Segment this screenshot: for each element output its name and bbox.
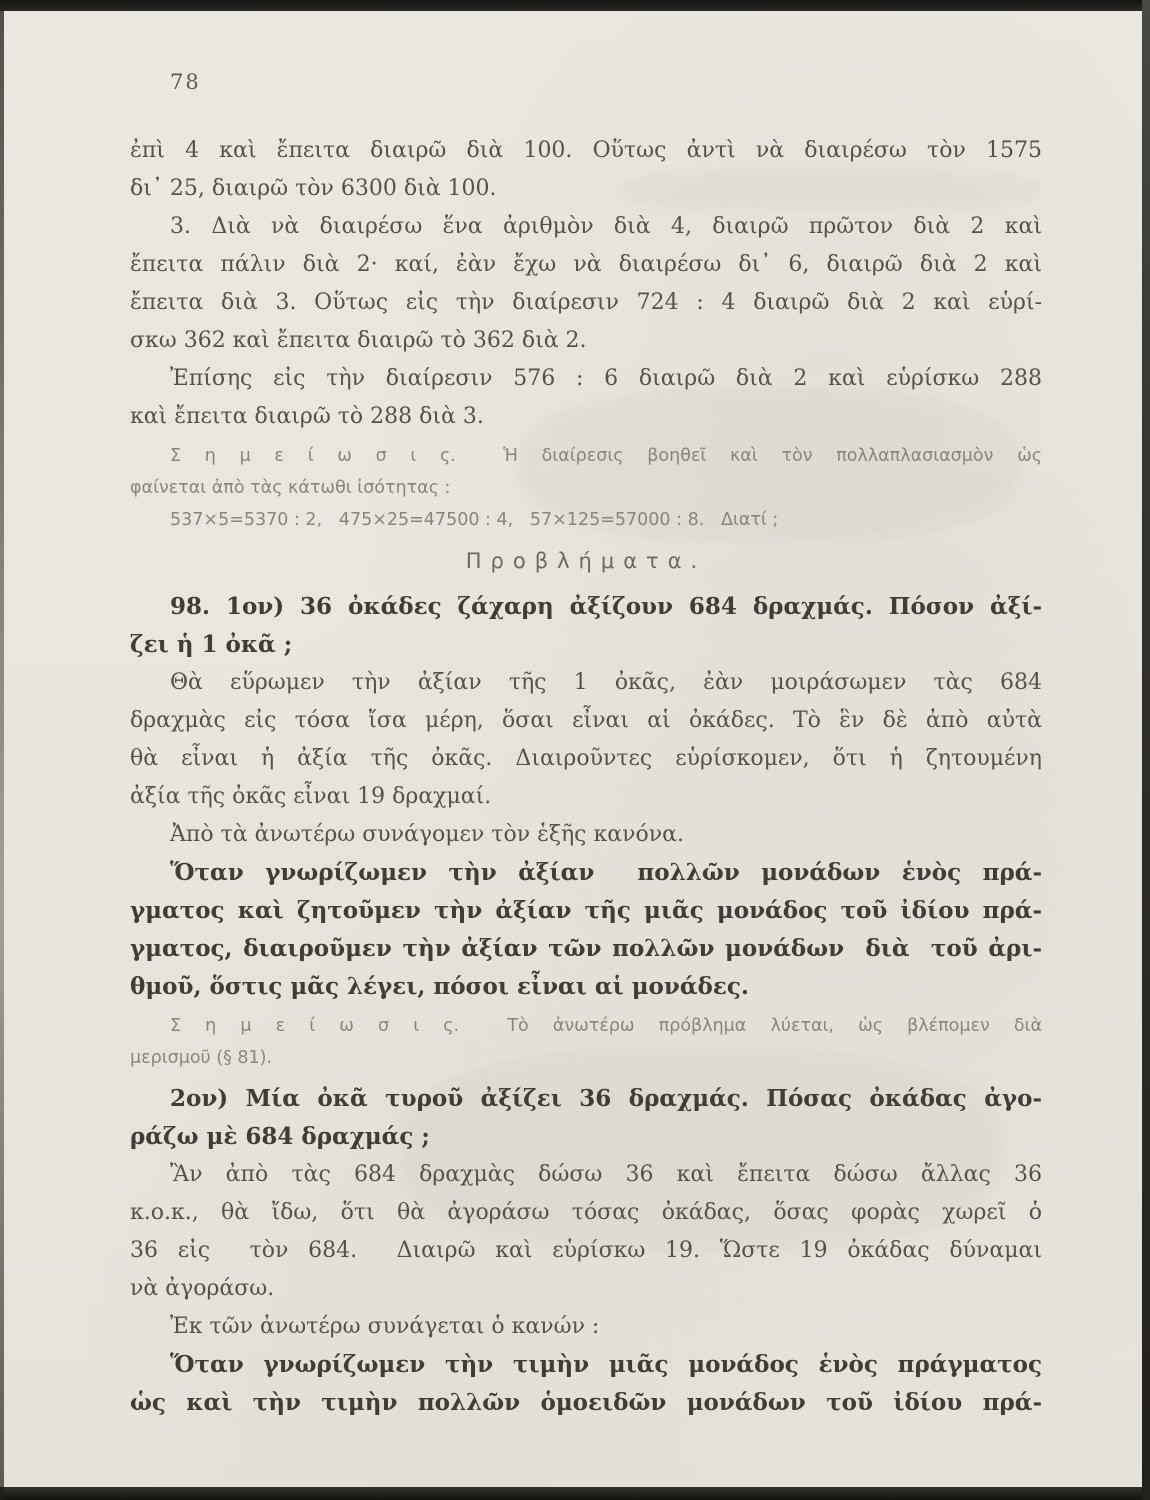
page-number: 78 (170, 70, 201, 94)
text-line: δραχμὰς εἰς τόσα ἴσα μέρη, ὅσαι εἶναι αἱ ὀκάδες. Τὸ ἓν δὲ ἀπὸ αὐτὰ (130, 708, 1042, 733)
text-column (130, 132, 1042, 1422)
text-line: ὡς καὶ τὴν τιμὴν πολλῶν ὁμοειδῶν μονάδων τοῦ ἰδίου πρά- (130, 1389, 1042, 1416)
text-line: 3. Διὰ νὰ διαιρέσω ἕνα ἀριθμὸν διὰ 4, διαιρῶ πρῶτον διὰ 2 καὶ (170, 214, 1042, 239)
text-line: νὰ ἀγοράσω. (130, 1276, 275, 1301)
text-line: Ἐπίσης εἰς τὴν διαίρεσιν 576 : 6 διαιρῶ διὰ 2 καὶ εὑρίσκω 288 (170, 366, 1042, 391)
text-line: 36 εἰς τὸν 684. Διαιρῶ καὶ εὑρίσκω 19. Ὥστε 19 ὀκάδας δύναμαι (130, 1238, 1042, 1263)
text-line: δι᾽ 25, διαιρῶ τὸν 6300 διὰ 100. (130, 176, 497, 201)
text-line: Ἀπὸ τὰ ἀνωτέρω συνάγομεν τὸν ἑξῆς κανόνα. (170, 822, 684, 847)
text-line: ἐπὶ 4 καὶ ἔπειτα διαιρῶ διὰ 100. Οὕτως ἀντὶ νὰ διαιρέσω τὸν 1575 (130, 138, 1042, 163)
text-line: φαίνεται ἀπὸ τὰς κάτωθι ἰσότητας : (130, 478, 451, 498)
text-line: Ἂν ἀπὸ τὰς 684 δραχμὰς δώσω 36 καὶ ἔπειτα δώσω ἄλλας 36 (170, 1162, 1042, 1187)
rule-value-of-one-unit (130, 854, 1042, 1006)
scan-edge-right (1142, 0, 1150, 1500)
text-line: θὰ εἶναι ἡ ἀξία τῆς ὀκᾶς. Διαιροῦντες εὑρίσκομεν, ὅτι ἡ ζητουμένη (130, 746, 1042, 771)
problem-2-solution (130, 1156, 1042, 1308)
text-line: σκω 362 καὶ ἔπειτα διαιρῶ τὸ 362 διὰ 2. (130, 328, 587, 353)
text-line: γματος, διαιροῦμεν τὴν ἀξίαν τῶν πολλῶν μονάδων διὰ τοῦ ἀρι- (130, 935, 1042, 962)
paragraph-rule-3 (130, 208, 1042, 360)
problem-2-statement (130, 1080, 1042, 1156)
text-line: 537×5=5370 : 2, 475×25=47500 : 4, 57×125=57000 : 8. Διατί ; (170, 510, 779, 530)
problems-heading: Προβλήματα. (465, 549, 707, 573)
scan-edge-bottom (0, 1487, 1150, 1500)
text-line: καὶ ἔπειτα διαιρῶ τὸ 288 διὰ 3. (130, 404, 484, 429)
text-line: ἔπειτα διὰ 3. Οὕτως εἰς τὴν διαίρεσιν 724 : 4 διαιρῶ διὰ 2 καὶ εὑρί- (130, 290, 1042, 315)
text-line: ζει ἡ 1 ὀκᾶ ; (130, 631, 293, 658)
problem-98-solution (130, 664, 1042, 816)
text-line: θμοῦ, ὅστις μᾶς λέγει, πόσοι εἶναι αἱ μονάδες. (130, 973, 749, 1000)
text-line: Ἐκ τῶν ἀνωτέρω συνάγεται ὁ κανών : (170, 1314, 600, 1339)
rule-price-of-many-units (130, 1346, 1042, 1422)
paragraph-division-by-100 (130, 132, 1042, 208)
text-line: γματος καὶ ζητοῦμεν τὴν ἀξίαν τῆς μιᾶς μονάδος τοῦ ἰδίου πρά- (130, 897, 1042, 924)
note-division-helps-multiplication (130, 440, 1042, 536)
note-solved-by-merismos (130, 1010, 1042, 1074)
text-line: Σ η μ ε ί ω σ ι ς. Τὸ ἀνωτέρω πρόβλημα λύεται, ὡς βλέπομεν διὰ (170, 1016, 1042, 1036)
paragraph-example-576 (130, 360, 1042, 436)
problem-98-statement (130, 588, 1042, 664)
text-line: κ.ο.κ., θὰ ἴδω, ὅτι θὰ ἀγοράσω τόσας ὀκάδας, ὅσας φορὰς χωρεῖ ὁ (130, 1200, 1042, 1225)
text-line: ἔπειτα πάλιν διὰ 2· καί, ἐὰν ἔχω νὰ διαιρέσω δι᾽ 6, διαιρῶ διὰ 2 καὶ (130, 252, 1042, 277)
text-line: ἀξία τῆς ὀκᾶς εἶναι 19 δραχμαί. (130, 784, 492, 809)
text-line: 2ον) Μία ὀκᾶ τυροῦ ἀξίζει 36 δραχμάς. Πόσας ὀκάδας ἀγο- (170, 1085, 1042, 1112)
text-line: 98. 1ον) 36 ὀκάδες ζάχαρη ἀξίζουν 684 δραχμάς. Πόσον ἀξί- (170, 593, 1042, 620)
text-line: μερισμοῦ (§ 81). (130, 1048, 273, 1068)
paragraph-rule-intro (130, 816, 1042, 854)
text-line: Ὅταν γνωρίζωμεν τὴν ἀξίαν πολλῶν μονάδων ἑνὸς πρά- (170, 859, 1042, 886)
text-line: Ὅταν γνωρίζωμεν τὴν τιμὴν μιᾶς μονάδος ἑνὸς πράγματος (170, 1351, 1042, 1378)
text-line: Θὰ εὕρωμεν τὴν ἀξίαν τῆς 1 ὀκᾶς, ἐὰν μοιράσωμεν τὰς 684 (170, 670, 1042, 695)
paragraph-rule-intro-2 (130, 1308, 1042, 1346)
scan-edge-left (0, 8, 4, 1500)
text-line: ράζω μὲ 684 δραχμάς ; (130, 1123, 430, 1150)
text-line: Σ η μ ε ί ω σ ι ς. Ἡ διαίρεσις βοηθεῖ καὶ τὸν πολλαπλασιασμὸν ὡς (170, 446, 1042, 466)
scan-edge-top (0, 0, 1150, 11)
